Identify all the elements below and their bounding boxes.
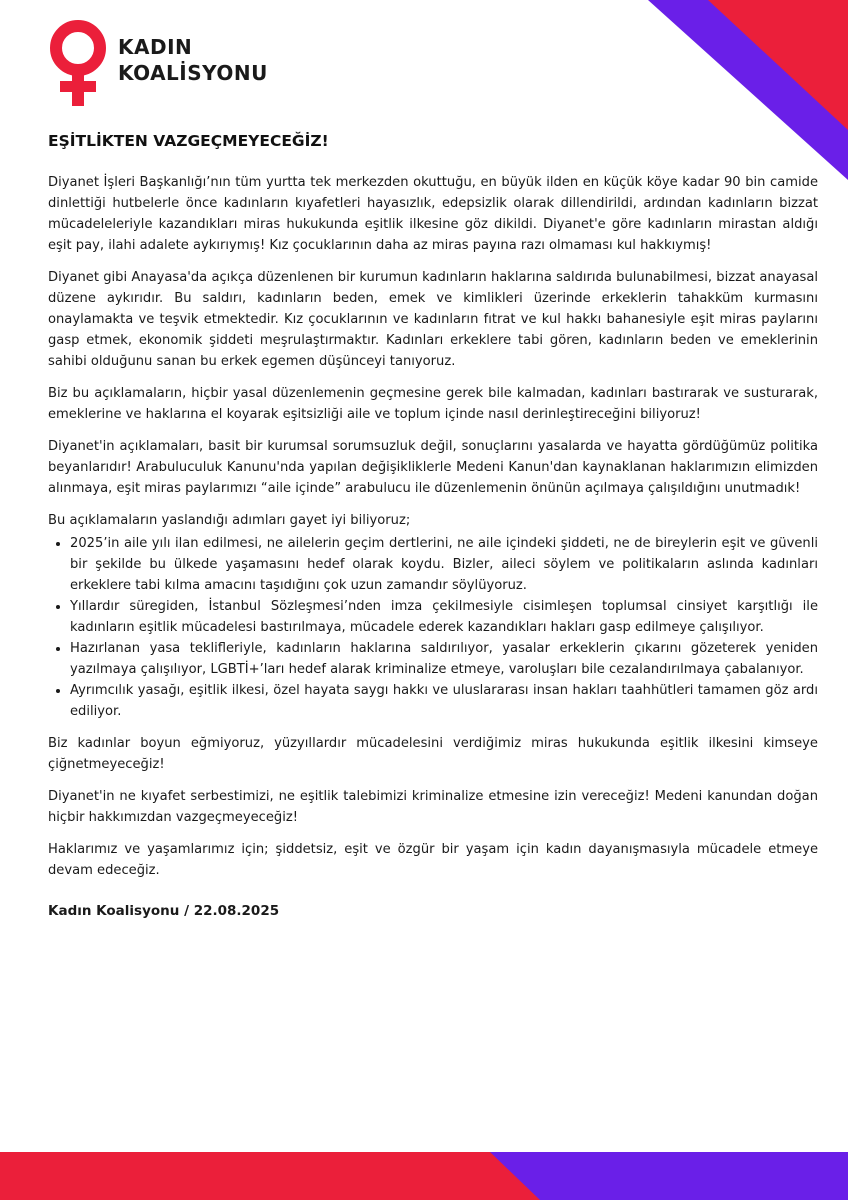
list-item: • Ayrımcılık yasağı, eşitlik ilkesi, özel hayata saygı hakkı ve uluslararası insan hakları taahhütleri tamamen göz ardı ediliyor. <box>70 680 818 722</box>
logo-text <box>118 34 268 86</box>
bullet-list <box>48 533 818 722</box>
page-title: EŞİTLİKTEN VAZGEÇMEYECEĞİZ! <box>48 132 329 150</box>
paragraph-1: Diyanet İşleri Başkanlığı’nın tüm yurtta tek merkezden okuttuğu, en büyük ilden en küçük köye kadar 90 bin camide dinlettiği hutbelerle önce kadınların kıyafetleri hayasızlık, edepsizlik olarak dillendirildi, ardından kadınların bizzat mücadeleleriyle kazandıkları miras hukukunda eşitlik ilkesine göz dikildi. Diyanet'e göre kadınların mirastan aldığı eşit pay, ilahi adalete aykırıymış! Kız çocuklarının daha az miras payına razı olmaması kul hakkıymış! <box>48 175 818 253</box>
document-body <box>48 132 818 919</box>
female-symbol-icon <box>48 18 112 110</box>
paragraph-2: Diyanet gibi Anayasa'da açıkça düzenlenen bir kurumun kadınların haklarına saldırıda bulunabilmesi, bizzat anayasal düzene aykırıdır. Bu saldırı, kadınların beden, emek ve kimlikleri üzerinde erkeklerin tahakküm kurmasını onaylamakta ve teşvik etmektedir. Kız çocuklarının ve kadınların fıtrat ve kul hakkı bahanesiyle eşit miras paylarını gasp etmek, ekonomik şiddeti meşrulaştırmaktır. Kadınları erkeklere tabi gören, kadınların beden ve emeklerinin sahibi olduğunu sanan bu erkek egemen düşünceyi tanıyoruz. <box>48 270 818 369</box>
logo-line-1: KADIN <box>118 35 193 59</box>
paragraph-4: Diyanet'in açıklamaları, basit bir kurumsal sorumsuzluk değil, sonuçlarını yasalarda ve hayatta gördüğümüz politika beyanlarıdır! Arabuluculuk Kanunu'nda yapılan değişikliklerle Medeni Kanun'dan kaynaklanan haklarımızın elimizden alınmaya, eşit miras paylarımızı “aile içinde” arabulucu ile düzenlemenin önünün açılmaya çalışıldığını unutmadık! <box>48 439 818 496</box>
paragraph-3: Biz bu açıklamaların, hiçbir yasal düzenlemenin geçmesine gerek bile kalmadan, kadınları bastırarak ve susturarak, emeklerine ve haklarına el koyarak eşitsizliği aile ve toplum içinde nasıl derinleştireceğini biliyoruz! <box>48 386 818 422</box>
signature: Kadın Koalisyonu / 22.08.2025 <box>48 903 280 919</box>
logo-line-2: KOALİSYONU <box>118 61 268 85</box>
paragraph-8: Haklarımız ve yaşamlarımız için; şiddetsiz, eşit ve özgür bir yaşam için kadın dayanışmasıyla mücadele etmeye devam edeceğiz. <box>48 842 818 878</box>
list-item: • Hazırlanan yasa teklifleriyle, kadınların haklarına saldırılıyor, yasalar erkeklerin çıkarını gözeterek yeniden yazılmaya çalışılıyor, LGBTİ+’ları hedef alarak kriminalize etmeye, varoluşları bile cezalandırılmaya çabalanıyor. <box>70 638 818 680</box>
paragraph-6: Biz kadınlar boyun eğmiyoruz, yüzyıllardır mücadelesini verdiğimiz miras hukukunda eşitlik ilkesini kimseye çiğnetmeyeceğiz! <box>48 736 818 772</box>
paragraph-7: Diyanet'in ne kıyafet serbestimizi, ne eşitlik talebimizi kriminalize etmesine izin vereceğiz! Medeni kanundan doğan hiçbir hakkımızdan vazgeçmeyeceğiz! <box>48 789 818 825</box>
list-item: • 2025’in aile yılı ilan edilmesi, ne ailelerin geçim dertlerini, ne aile içindeki şiddeti, ne de bireylerin eşit ve güvenli bir şekilde bu ülkede yaşamasını hedef olarak koydu. Bizler, aileci söylem ve politikaların aslında kadınları erkeklere tabi kılma amacını taşıdığını çok uzun zamandır söylüyoruz. <box>70 533 818 596</box>
paragraph-5: Bu açıklamaların yaslandığı adımları gayet iyi biliyoruz; <box>48 513 411 528</box>
bottom-band-decoration <box>0 1152 848 1200</box>
list-item: • Yıllardır süregiden, İstanbul Sözleşmesi’nden imza çekilmesiyle cisimleşen toplumsal cinsiyet karşıtlığı ile kadınların eşitlik mücadelesi bastırılmaya, mücadele ederek kazandıkları hakları gasp edilmeye çalışılıyor. <box>70 596 818 638</box>
